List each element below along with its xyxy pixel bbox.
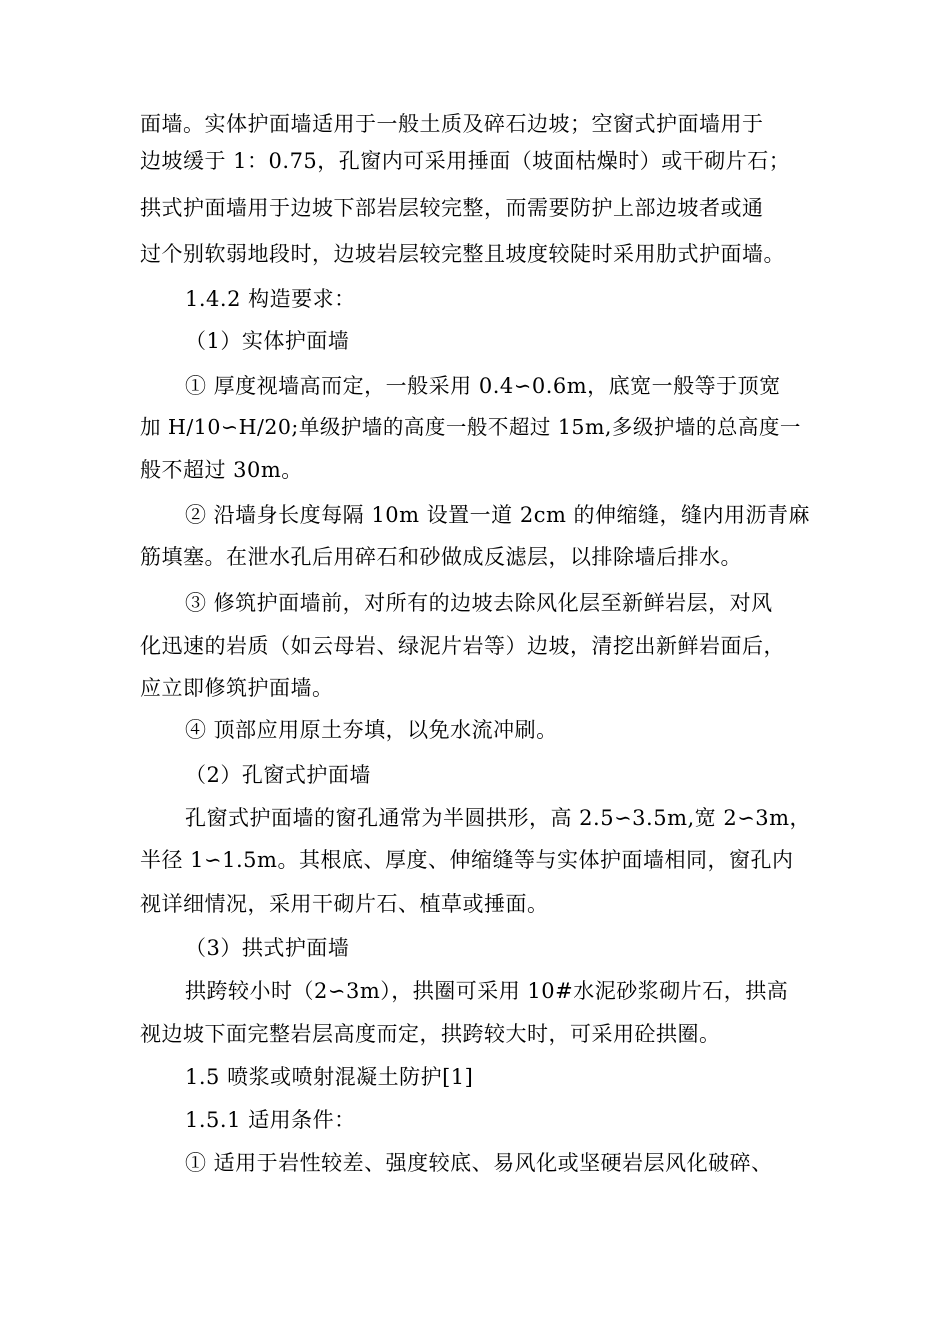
text-line: 视边坡下面完整岩层高度而定，拱跨较大时，可采用砼拱圈。: [140, 1022, 721, 1046]
list-item: ④ 顶部应用原土夯填，以免水流冲刷。: [185, 718, 558, 742]
text-line: 过个别软弱地段时，边坡岩层较完整且坡度较陡时采用肋式护面墙。: [140, 242, 785, 266]
list-item: ② 沿墙身长度每隔 10m 设置一道 2cm 的伸缩缝，缝内用沥青麻: [185, 503, 811, 527]
text-line: 边坡缓于 1：0.75，孔窗内可采用捶面（坡面枯燥时）或干砌片石；: [140, 149, 791, 173]
list-item: ① 厚度视墙高而定，一般采用 0.4∽0.6m，底宽一般等于顶宽: [185, 374, 781, 398]
list-item: ③ 修筑护面墙前，对所有的边坡去除风化层至新鲜岩层，对风: [185, 591, 773, 615]
list-item: ① 适用于岩性较差、强度较底、易风化或坚硬岩层风化破碎、: [185, 1151, 773, 1175]
text-line: 应立即修筑护面墙。: [140, 676, 334, 700]
text-line: 拱式护面墙用于边坡下部岩层较完整，而需要防护上部边坡者或通: [140, 196, 764, 220]
text-line: 孔窗式护面墙的窗孔通常为半圆拱形，高 2.5∽3.5m,宽 2∽3m，: [185, 806, 812, 830]
text-line: 拱跨较小时（2∽3m），拱圈可采用 10#水泥砂浆砌片石，拱高: [185, 979, 789, 1003]
subsection-heading: （3）拱式护面墙: [185, 936, 350, 960]
section-heading: 1.5.1 适用条件：: [185, 1108, 356, 1132]
text-line: 般不超过 30m。: [140, 458, 303, 482]
text-line: 面墙。实体护面墙适用于一般土质及碎石边坡；空窗式护面墙用于: [140, 112, 764, 136]
section-heading: 1.4.2 构造要求：: [185, 287, 356, 311]
text-line: 半径 1∽1.5m。其根底、厚度、伸缩缝等与实体护面墙相同，窗孔内: [140, 848, 794, 872]
section-heading: 1.5 喷浆或喷射混凝土防护[1]: [185, 1065, 474, 1089]
text-line: 加 H/10∽H/20;单级护墙的高度一般不超过 15m,多级护墙的总高度一: [140, 415, 801, 439]
subsection-heading: （2）孔窗式护面墙: [185, 763, 371, 787]
text-line: 化迅速的岩质（如云母岩、绿泥片岩等）边坡，清挖出新鲜岩面后，: [140, 634, 785, 658]
text-line: 视详细情况，采用干砌片石、植草或捶面。: [140, 892, 549, 916]
subsection-heading: （1）实体护面墙: [185, 329, 350, 353]
text-line: 筋填塞。在泄水孔后用碎石和砂做成反滤层，以排除墙后排水。: [140, 545, 742, 569]
